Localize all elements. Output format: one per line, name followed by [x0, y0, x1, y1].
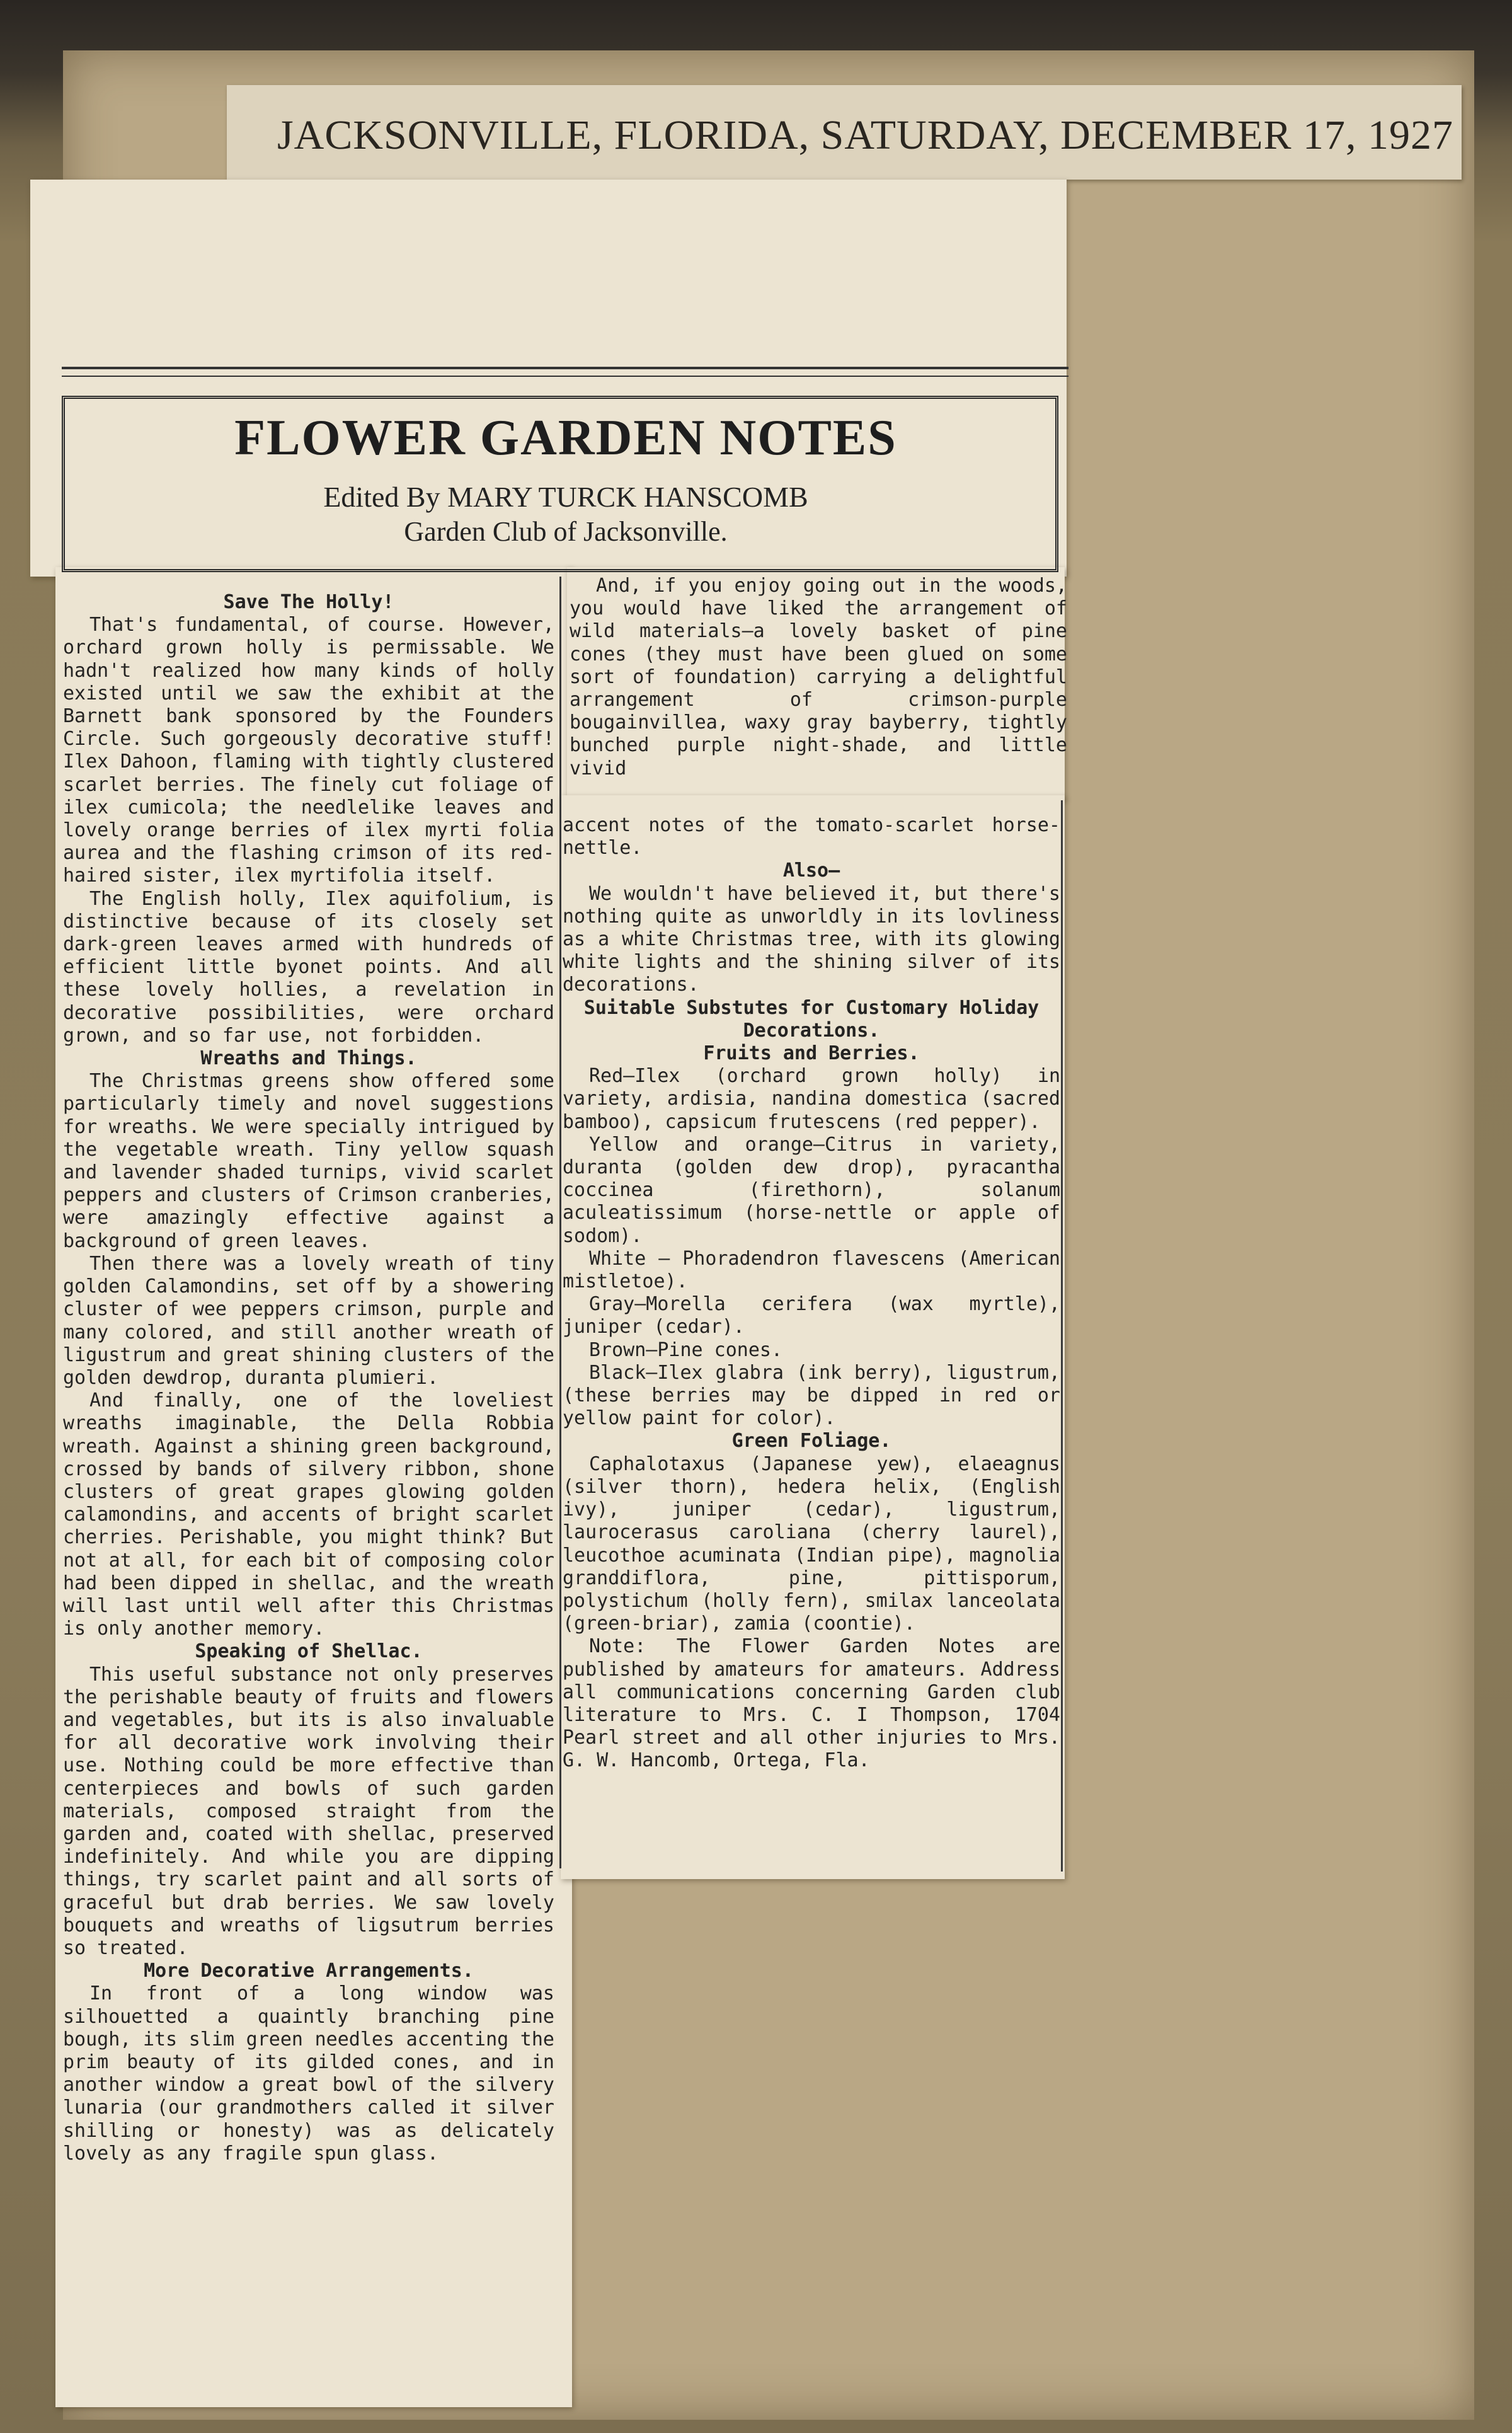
column-divider	[559, 577, 561, 1868]
paragraph: That's fundamental, of course. However, orchard grown holly is permissable. We hadn't realized how many kinds of holly existed until we saw the exhibit at the Barnett bank sponsored by the Founders Circle. Such gorgeously decorative stuff! Ilex Dahoon, flaming with tightly clustered scarlet berries. The finely cut foliage of ilex cumicola; the needlelike leaves and lovely orange berries of ilex myrti folia aurea and the flashing crimson of its red-haired sister, ilex myrtifolia itself.	[63, 614, 554, 887]
masthead-title: FLOWER GARDEN NOTES	[234, 410, 897, 466]
section-heading: More Decorative Arrangements.	[144, 1960, 474, 1982]
paragraph: Brown—Pine cones.	[589, 1338, 783, 1361]
paragraph: The Christmas greens show offered some particularly timely and novel suggestions for wreaths. We were specially intrigued by the vegetable wreath. Tiny yellow squash and lavender shaded turnips, vivid scarlet peppers and clusters of Crimson cranberies, were amazingly effective against a background of green leaves.	[63, 1070, 554, 1252]
paragraph: White — Phoradendron flavescens (American mistletoe).	[563, 1247, 1060, 1293]
paragraph: Note: The Flower Garden Notes are published by amateurs for amateurs. Address all communications concerning Garden club literature to Mrs. C. I Thompson, 1704 Pearl street and all other injuries to Mrs. G. W. Hancomb, Ortega, Fla.	[563, 1635, 1060, 1772]
paragraph: Caphalotaxus (Japanese yew), elaeagnus (silver thorn), hedera helix, (English ivy), juniper (cedar), ligustrum, laurocerasus caroliana (cherry laurel), leucothoe acuminata (Indian pipe), magnolia granddiflora, pine, pittisporum, polystichum (holly fern), smilax lanceolata (green-briar), zamia (coontie).	[563, 1452, 1060, 1635]
top-rule	[62, 367, 1068, 369]
section-heading: Also—	[782, 860, 840, 882]
section-heading: Fruits and Berries.	[703, 1042, 920, 1065]
paragraph: Black—Ilex glabra (ink berry), ligustrum, (these berries may be dipped in red or yellow paint for color).	[563, 1361, 1060, 1430]
paragraph: In front of a long window was silhouetted a quaintly branching pine bough, its slim green needles accenting the prim beauty of its gilded cones, and in another window a great bowl of the silvery lunaria (our grandmothers called it silver shilling or honesty) was as delicately lovely as any fragile spun glass.	[63, 1982, 554, 2165]
section-heading: Suitable Substutes for Customary Holiday Decorations.	[583, 996, 1040, 1042]
right-top-column	[570, 575, 1067, 780]
paragraph: And finally, one of the loveliest wreaths imaginable, the Della Robbia wreath. Against a shining green background, crossed by bands of silvery ribbon, shone clusters of great grapes glowing golden calamondins, and accents of bright scarlet cherries. Perishable, you might think? But not at all, for each bit of composing color had been dipped in shellac, and the wreath will last until well after this Christmas is only another memory.	[63, 1389, 554, 1640]
top-rule-thin	[62, 376, 1068, 377]
paragraph: Red—Ilex (orchard grown holly) in variety, ardisia, nandina domestica (sacred bamboo), capsicum frutescens (red pepper).	[563, 1065, 1060, 1133]
masthead-editor: Edited By MARY TURCK HANSCOMB	[323, 481, 808, 513]
paragraph: Yellow and orange—Citrus in variety, duranta (golden dew drop), pyracantha coccinea (firethorn), solanum aculeatissimum (horse-nettle or apple of sodom).	[563, 1133, 1060, 1247]
paragraph: And, if you enjoy going out in the woods, you would have liked the arrangement of wild materials—a lovely basket of pine cones (they must have been glued on some sort of foundation) carrying a delightful arrangement of crimson-purple bougainvillea, waxy gray bayberry, tightly bunched purple night-shade, and little vivid	[570, 575, 1067, 779]
section-heading: Green Foliage.	[731, 1430, 891, 1452]
dateline: JACKSONVILLE, FLORIDA, SATURDAY, DECEMBER 17, 1927	[277, 112, 1453, 158]
left-column	[63, 591, 554, 2165]
section-heading: Wreaths and Things.	[200, 1047, 417, 1070]
section-heading: Speaking of Shellac.	[195, 1640, 423, 1663]
paragraph: accent notes of the tomato-scarlet horse-nettle.	[563, 814, 1060, 860]
right-column	[563, 814, 1060, 1773]
paragraph: This useful substance not only preserves the perishable beauty of fruits and flowers and vegetables, but its is also invaluable for all decorative work involving their use. Nothing could be more effective than centerpieces and bowls of such garden materials, composed straight from the garden and, coated with shellac, preserved indefinitely. And while you are dipping things, try scarlet paint and all sorts of graceful but drab berries. We saw lovely bouquets and wreaths of ligsutrum berries so treated.	[63, 1663, 554, 1959]
masthead-club: Garden Club of Jacksonville.	[404, 516, 728, 547]
paragraph: Then there was a lovely wreath of tiny golden Calamondins, set off by a showering cluster of wee peppers crimson, purple and many colored, and still another wreath of ligustrum and great shining clusters of the golden dewdrop, duranta plumieri.	[63, 1252, 554, 1389]
paragraph: The English holly, Ilex aquifolium, is distinctive because of its closely set dark-green leaves armed with hundreds of efficient little byonet points. And all these lovely hollies, a revelation in decorative possibilities, were orchard grown, and so far use, not forbidden.	[63, 887, 554, 1047]
paragraph: Gray—Morella cerifera (wax myrtle), juniper (cedar).	[563, 1293, 1060, 1338]
right-edge-rule	[1061, 800, 1063, 1872]
paragraph: We wouldn't have believed it, but there's nothing quite as unworldly in its lovliness as a white Christmas tree, with its glowing white lights and the shining silver of its decorations.	[563, 882, 1060, 996]
section-heading: Save The Holly!	[223, 591, 394, 613]
